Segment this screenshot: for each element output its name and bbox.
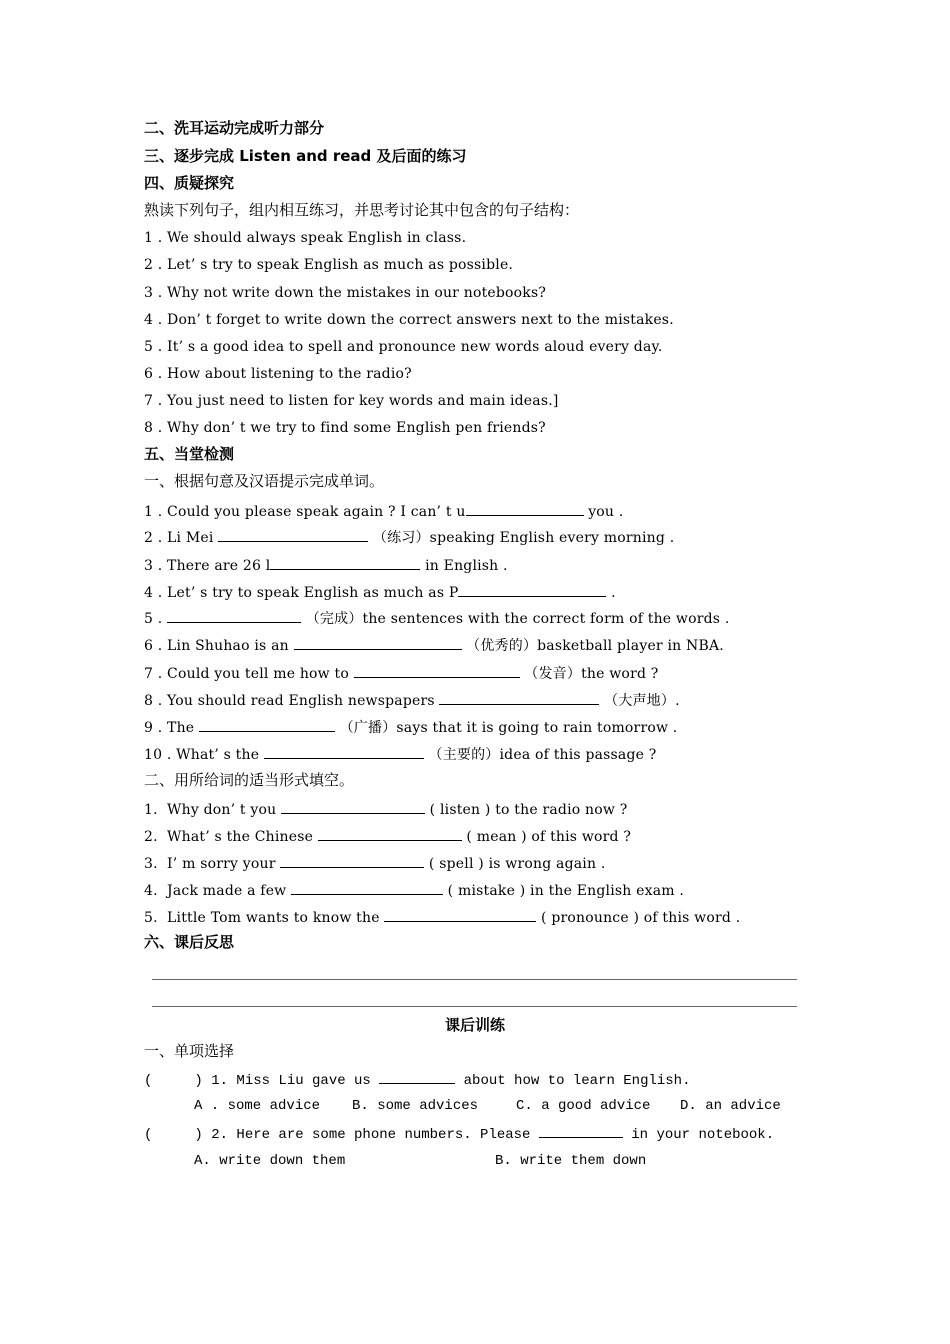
form-item-text: 3. I’ m sorry your (144, 856, 281, 872)
choice-question-1 (144, 1069, 691, 1089)
fill-item-8 (144, 689, 680, 709)
fill-item-text: 2 . Li Mei (144, 530, 219, 546)
fill-item-text: 8 . You should read English newspapers (144, 693, 440, 709)
form-item-text: 2. What’ s the Chinese (144, 829, 318, 845)
section-heading-2: 二、洗耳运动完成听力部分 (144, 119, 325, 137)
question-text: in your notebook. (622, 1127, 775, 1143)
sentence-3: 3 . Why not write down the mistakes in our notebooks? (144, 285, 547, 301)
fill-item-text: （大声地）. (599, 693, 680, 709)
section-heading-6: 六、课后反思 (144, 933, 235, 951)
fill-item-1 (144, 500, 623, 520)
fill-item-text: （发音）the word ? (519, 666, 659, 682)
answer-blank[interactable] (280, 852, 424, 868)
sentence-8: 8 . Why don’ t we try to find some English pen friends? (144, 420, 546, 436)
form-item-4 (144, 879, 684, 899)
fill-item-text: 4 . Let’ s try to speak English as much as P (144, 585, 459, 601)
form-item-text: ( listen ) to the radio now ? (425, 802, 628, 818)
fill-item-7 (144, 662, 658, 682)
answer-blank[interactable] (458, 581, 606, 597)
q2-option-a[interactable]: A. write down them (194, 1153, 346, 1169)
answer-blank[interactable] (466, 500, 584, 516)
answer-blank[interactable] (167, 607, 301, 623)
answer-blank[interactable] (264, 743, 424, 759)
fill-item-text: you . (583, 504, 624, 520)
answer-blank[interactable] (291, 879, 443, 895)
part2-heading: 二、用所给词的适当形式填空。 (144, 771, 355, 789)
form-item-5 (144, 906, 740, 926)
form-item-text: 4. Jack made a few (144, 883, 292, 899)
fill-item-text: （广播）says that it is going to rain tomorrow . (334, 720, 678, 736)
answer-blank[interactable] (354, 662, 520, 678)
fill-item-text: 6 . Lin Shuhao is an (144, 638, 294, 654)
fill-item-4 (144, 581, 616, 601)
answer-blank[interactable] (199, 716, 335, 732)
reflection-line-1[interactable] (152, 979, 797, 980)
answer-blank[interactable] (218, 526, 368, 542)
answer-blank[interactable] (539, 1123, 623, 1138)
fill-item-text: 10 . What’ s the (144, 747, 264, 763)
answer-blank[interactable] (384, 906, 536, 922)
form-item-2 (144, 825, 631, 845)
fill-item-text: 1 . Could you please speak again ? I can’ t u (144, 504, 466, 520)
fill-item-text: （练习）speaking English every morning . (368, 530, 675, 546)
part1-heading: 一、根据句意及汉语提示完成单词。 (144, 472, 385, 490)
fill-item-10 (144, 743, 656, 763)
answer-blank[interactable] (439, 689, 599, 705)
question-text: about how to learn English. (455, 1073, 691, 1089)
form-item-text: ( mistake ) in the English exam . (443, 883, 685, 899)
form-item-text: 5. Little Tom wants to know the (144, 910, 385, 926)
fill-item-text: . (606, 585, 616, 601)
q1-option-b[interactable]: B. some advices (352, 1098, 479, 1114)
q1-option-d[interactable]: D. an advice (680, 1098, 781, 1114)
sentence-5: 5 . It’ s a good idea to spell and pronounce new words aloud every day. (144, 339, 663, 355)
form-item-text: 1. Why don’ t you (144, 802, 282, 818)
reflection-line-2[interactable] (152, 1006, 797, 1007)
sentence-2: 2 . Let’ s try to speak English as much as possible. (144, 257, 514, 273)
fill-item-5 (144, 607, 729, 627)
form-item-3 (144, 852, 606, 872)
fill-item-6 (144, 634, 724, 654)
fill-item-text: in English . (420, 558, 508, 574)
instruction-text: 熟读下列句子，组内相互练习，并思考讨论其中包含的句子结构： (144, 201, 580, 219)
q1-option-a[interactable]: A . some advice (194, 1098, 321, 1114)
answer-blank[interactable] (294, 634, 462, 650)
fill-item-9 (144, 716, 677, 736)
sentence-6: 6 . How about listening to the radio? (144, 366, 412, 382)
form-item-text: ( pronounce ) of this word . (536, 910, 741, 926)
choice-question-2 (144, 1123, 774, 1143)
fill-item-text: （主要的）idea of this passage ? (423, 747, 657, 763)
answer-blank[interactable] (318, 825, 462, 841)
sentence-4: 4 . Don’ t forget to write down the correct answers next to the mistakes. (144, 312, 674, 328)
question-text: ( ) 2. Here are some phone numbers. Please (144, 1127, 539, 1143)
fill-item-text: 5 . (144, 611, 168, 627)
form-item-1 (144, 798, 627, 818)
section-heading-4: 四、质疑探究 (144, 174, 235, 192)
fill-item-2 (144, 526, 674, 546)
fill-item-text: 7 . Could you tell me how to (144, 666, 354, 682)
sentence-1: 1 . We should always speak English in class. (144, 230, 467, 246)
answer-blank[interactable] (379, 1069, 455, 1084)
after-class-heading: 一、单项选择 (144, 1042, 235, 1060)
q2-option-b[interactable]: B. write them down (495, 1153, 647, 1169)
section-heading-5: 五、当堂检测 (144, 445, 235, 463)
q1-option-c[interactable]: C. a good advice (516, 1098, 651, 1114)
fill-item-3 (144, 554, 508, 574)
section-heading-3: 三、逐步完成 Listen and read 及后面的练习 (144, 147, 467, 165)
fill-item-text: 3 . There are 26 l (144, 558, 271, 574)
question-text: ( ) 1. Miss Liu gave us (144, 1073, 380, 1089)
fill-item-text: （优秀的）basketball player in NBA. (461, 638, 724, 654)
answer-blank[interactable] (281, 798, 425, 814)
after-class-title: 课后训练 (444, 1016, 505, 1034)
form-item-text: ( spell ) is wrong again . (424, 856, 606, 872)
sentence-7: 7 . You just need to listen for key words and main ideas.] (144, 393, 559, 409)
form-item-text: ( mean ) of this word ? (461, 829, 632, 845)
fill-item-text: （完成）the sentences with the correct form of the words . (301, 611, 730, 627)
fill-item-text: 9 . The (144, 720, 199, 736)
answer-blank[interactable] (270, 554, 420, 570)
